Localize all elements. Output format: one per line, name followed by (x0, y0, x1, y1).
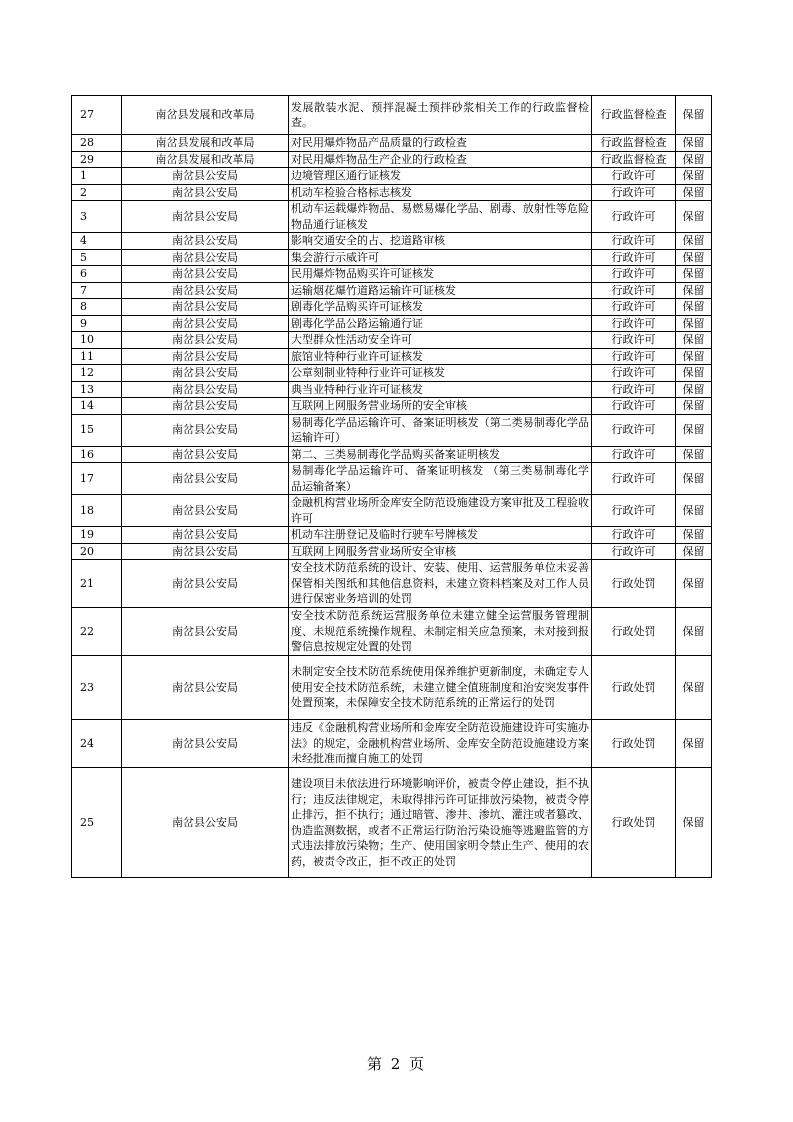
table-row (72, 135, 712, 152)
power-type: 行政许可 (592, 249, 676, 266)
row-number: 7 (72, 282, 122, 299)
department: 南岔县公安局 (122, 282, 289, 299)
department: 南岔县公安局 (122, 381, 289, 398)
table-row (72, 543, 712, 560)
power-type: 行政处罚 (592, 560, 676, 608)
table-row (72, 398, 712, 415)
department: 南岔县公安局 (122, 398, 289, 415)
power-type: 行政许可 (592, 365, 676, 382)
status: 保留 (676, 233, 712, 250)
table-row (72, 96, 712, 135)
table-row (72, 332, 712, 349)
power-item: 易制毒化学品运输许可、备案证明核发（第二类易制毒化学品运输许可） (289, 414, 592, 446)
power-item: 互联网上网服务营业场所安全审核 (289, 543, 592, 560)
department: 南岔县公安局 (122, 299, 289, 316)
row-number: 4 (72, 233, 122, 250)
row-number: 2 (72, 184, 122, 201)
power-type: 行政许可 (592, 543, 676, 560)
power-item: 旅馆业特种行业许可证核发 (289, 348, 592, 365)
table-row (72, 446, 712, 463)
status: 保留 (676, 608, 712, 656)
row-number: 20 (72, 543, 122, 560)
status: 保留 (676, 527, 712, 544)
power-item: 民用爆炸物品购买许可证核发 (289, 266, 592, 283)
table-row (72, 414, 712, 446)
status: 保留 (676, 365, 712, 382)
power-item: 公章刻制业特种行业许可证核发 (289, 365, 592, 382)
department: 南岔县公安局 (122, 768, 289, 878)
row-number: 11 (72, 348, 122, 365)
table-row (72, 282, 712, 299)
power-item: 大型群众性活动安全许可 (289, 332, 592, 349)
table-body (72, 96, 712, 878)
row-number: 1 (72, 168, 122, 185)
power-type: 行政许可 (592, 299, 676, 316)
row-number: 15 (72, 414, 122, 446)
power-type: 行政许可 (592, 266, 676, 283)
department: 南岔县公安局 (122, 495, 289, 527)
table-row (72, 768, 712, 878)
power-type: 行政许可 (592, 233, 676, 250)
status: 保留 (676, 768, 712, 878)
power-item: 运输烟花爆竹道路运输许可证核发 (289, 282, 592, 299)
department: 南岔县公安局 (122, 315, 289, 332)
department: 南岔县公安局 (122, 249, 289, 266)
power-type: 行政许可 (592, 168, 676, 185)
status: 保留 (676, 463, 712, 495)
power-item: 金融机构营业场所金库安全防范设施建设方案审批及工程验收许可 (289, 495, 592, 527)
status: 保留 (676, 560, 712, 608)
power-type: 行政许可 (592, 381, 676, 398)
row-number: 23 (72, 656, 122, 720)
power-item: 易制毒化学品运输许可、备案证明核发 （第三类易制毒化学品运输备案） (289, 463, 592, 495)
power-item: 发展散装水泥、预拌混凝土预拌砂浆相关工作的行政监督检查。 (289, 96, 592, 135)
department: 南岔县公安局 (122, 184, 289, 201)
status: 保留 (676, 96, 712, 135)
table-row (72, 233, 712, 250)
table-row (72, 560, 712, 608)
table-row (72, 527, 712, 544)
department: 南岔县公安局 (122, 527, 289, 544)
power-type: 行政监督检查 (592, 96, 676, 135)
power-type: 行政许可 (592, 446, 676, 463)
power-item: 建设项目未依法进行环境影响评价，被责令停止建设，拒不执行；违反法律规定，未取得排污许可证排放污染物，被责令停止排污，拒不执行；通过暗管、渗井、渗坑、灌注或者篡改、伪造监测数据，或者不正常运行防治污染设施等逃避监管的方式违法排放污染物；生产、使用国家明令禁止生产、使用的农药，被责令改正，拒不改正的处罚 (289, 768, 592, 878)
status: 保留 (676, 332, 712, 349)
power-item: 未制定安全技术防范系统使用保养维护更新制度，未确定专人使用安全技术防范系统，未建立健全值班制度和治安突发事件处置预案，未保障安全技术防范系统的正常运行的处罚 (289, 656, 592, 720)
department: 南岔县公安局 (122, 201, 289, 233)
power-type: 行政许可 (592, 463, 676, 495)
status: 保留 (676, 201, 712, 233)
row-number: 10 (72, 332, 122, 349)
department: 南岔县公安局 (122, 266, 289, 283)
department: 南岔县公安局 (122, 168, 289, 185)
row-number: 6 (72, 266, 122, 283)
row-number: 13 (72, 381, 122, 398)
power-type: 行政监督检查 (592, 151, 676, 168)
power-type: 行政许可 (592, 348, 676, 365)
power-type: 行政处罚 (592, 656, 676, 720)
row-number: 16 (72, 446, 122, 463)
department: 南岔县公安局 (122, 608, 289, 656)
row-number: 25 (72, 768, 122, 878)
power-item: 典当业特种行业许可证核发 (289, 381, 592, 398)
power-type: 行政处罚 (592, 768, 676, 878)
department: 南岔县公安局 (122, 446, 289, 463)
status: 保留 (676, 720, 712, 768)
row-number: 8 (72, 299, 122, 316)
table-row (72, 168, 712, 185)
row-number: 17 (72, 463, 122, 495)
department: 南岔县公安局 (122, 332, 289, 349)
row-number: 9 (72, 315, 122, 332)
table-row (72, 365, 712, 382)
department: 南岔县发展和改革局 (122, 135, 289, 152)
page-number: 第 2 页 (366, 1055, 427, 1073)
row-number: 24 (72, 720, 122, 768)
power-type: 行政许可 (592, 282, 676, 299)
status: 保留 (676, 266, 712, 283)
status: 保留 (676, 282, 712, 299)
power-item: 第二、三类易制毒化学品购买备案证明核发 (289, 446, 592, 463)
status: 保留 (676, 151, 712, 168)
status: 保留 (676, 299, 712, 316)
row-number: 14 (72, 398, 122, 415)
status: 保留 (676, 348, 712, 365)
power-type: 行政许可 (592, 527, 676, 544)
power-item: 集会游行示威许可 (289, 249, 592, 266)
department: 南岔县公安局 (122, 720, 289, 768)
status: 保留 (676, 249, 712, 266)
department: 南岔县公安局 (122, 543, 289, 560)
row-number: 27 (72, 96, 122, 135)
department: 南岔县公安局 (122, 560, 289, 608)
table-row (72, 348, 712, 365)
power-item: 机动车运载爆炸物品、易燃易爆化学品、剧毒、放射性等危险物品通行证核发 (289, 201, 592, 233)
table-row (72, 266, 712, 283)
table-row (72, 151, 712, 168)
status: 保留 (676, 656, 712, 720)
table-row (72, 249, 712, 266)
status: 保留 (676, 135, 712, 152)
row-number: 5 (72, 249, 122, 266)
department: 南岔县公安局 (122, 656, 289, 720)
row-number: 28 (72, 135, 122, 152)
table-row (72, 184, 712, 201)
power-item: 剧毒化学品购买许可证核发 (289, 299, 592, 316)
status: 保留 (676, 381, 712, 398)
table-row (72, 720, 712, 768)
status: 保留 (676, 184, 712, 201)
row-number: 12 (72, 365, 122, 382)
table-row (72, 299, 712, 316)
power-item: 对民用爆炸物品产品质量的行政检查 (289, 135, 592, 152)
department: 南岔县公安局 (122, 463, 289, 495)
status: 保留 (676, 315, 712, 332)
table-row (72, 463, 712, 495)
status: 保留 (676, 168, 712, 185)
power-type: 行政许可 (592, 332, 676, 349)
power-item: 机动车检验合格标志核发 (289, 184, 592, 201)
department: 南岔县公安局 (122, 365, 289, 382)
row-number: 18 (72, 495, 122, 527)
power-type: 行政许可 (592, 414, 676, 446)
table-row (72, 201, 712, 233)
table-row (72, 381, 712, 398)
department: 南岔县公安局 (122, 348, 289, 365)
power-type: 行政许可 (592, 315, 676, 332)
power-list-table (71, 95, 712, 878)
department: 南岔县公安局 (122, 233, 289, 250)
power-item: 影响交通安全的占、挖道路审核 (289, 233, 592, 250)
row-number: 19 (72, 527, 122, 544)
row-number: 3 (72, 201, 122, 233)
row-number: 22 (72, 608, 122, 656)
power-item: 对民用爆炸物品生产企业的行政检查 (289, 151, 592, 168)
row-number: 21 (72, 560, 122, 608)
power-item: 机动车注册登记及临时行驶车号牌核发 (289, 527, 592, 544)
status: 保留 (676, 446, 712, 463)
power-item: 安全技术防范系统运营服务单位未建立健全运营服务管理制度、未规范系统操作规程、未制定相关应急预案，未对接到报警信息按规定处置的处罚 (289, 608, 592, 656)
table-row (72, 495, 712, 527)
status: 保留 (676, 398, 712, 415)
power-item: 边境管理区通行证核发 (289, 168, 592, 185)
power-type: 行政许可 (592, 184, 676, 201)
row-number: 29 (72, 151, 122, 168)
table-row (72, 608, 712, 656)
power-item: 互联网上网服务营业场所的安全审核 (289, 398, 592, 415)
status: 保留 (676, 495, 712, 527)
table-row (72, 315, 712, 332)
table-row (72, 656, 712, 720)
power-type: 行政许可 (592, 495, 676, 527)
power-type: 行政处罚 (592, 720, 676, 768)
power-item: 违反《金融机构营业场所和金库安全防范设施建设许可实施办法》的规定，金融机构营业场所、金库安全防范设施建设方案未经批准而擅自施工的处罚 (289, 720, 592, 768)
department: 南岔县发展和改革局 (122, 96, 289, 135)
power-type: 行政监督检查 (592, 135, 676, 152)
power-type: 行政许可 (592, 201, 676, 233)
department: 南岔县发展和改革局 (122, 151, 289, 168)
status: 保留 (676, 543, 712, 560)
power-type: 行政处罚 (592, 608, 676, 656)
power-type: 行政许可 (592, 398, 676, 415)
department: 南岔县公安局 (122, 414, 289, 446)
status: 保留 (676, 414, 712, 446)
power-item: 安全技术防范系统的设计、安装、使用、运营服务单位未妥善保管相关图纸和其他信息资料，未建立资料档案及对工作人员进行保密业务培训的处罚 (289, 560, 592, 608)
power-item: 剧毒化学品公路运输通行证 (289, 315, 592, 332)
